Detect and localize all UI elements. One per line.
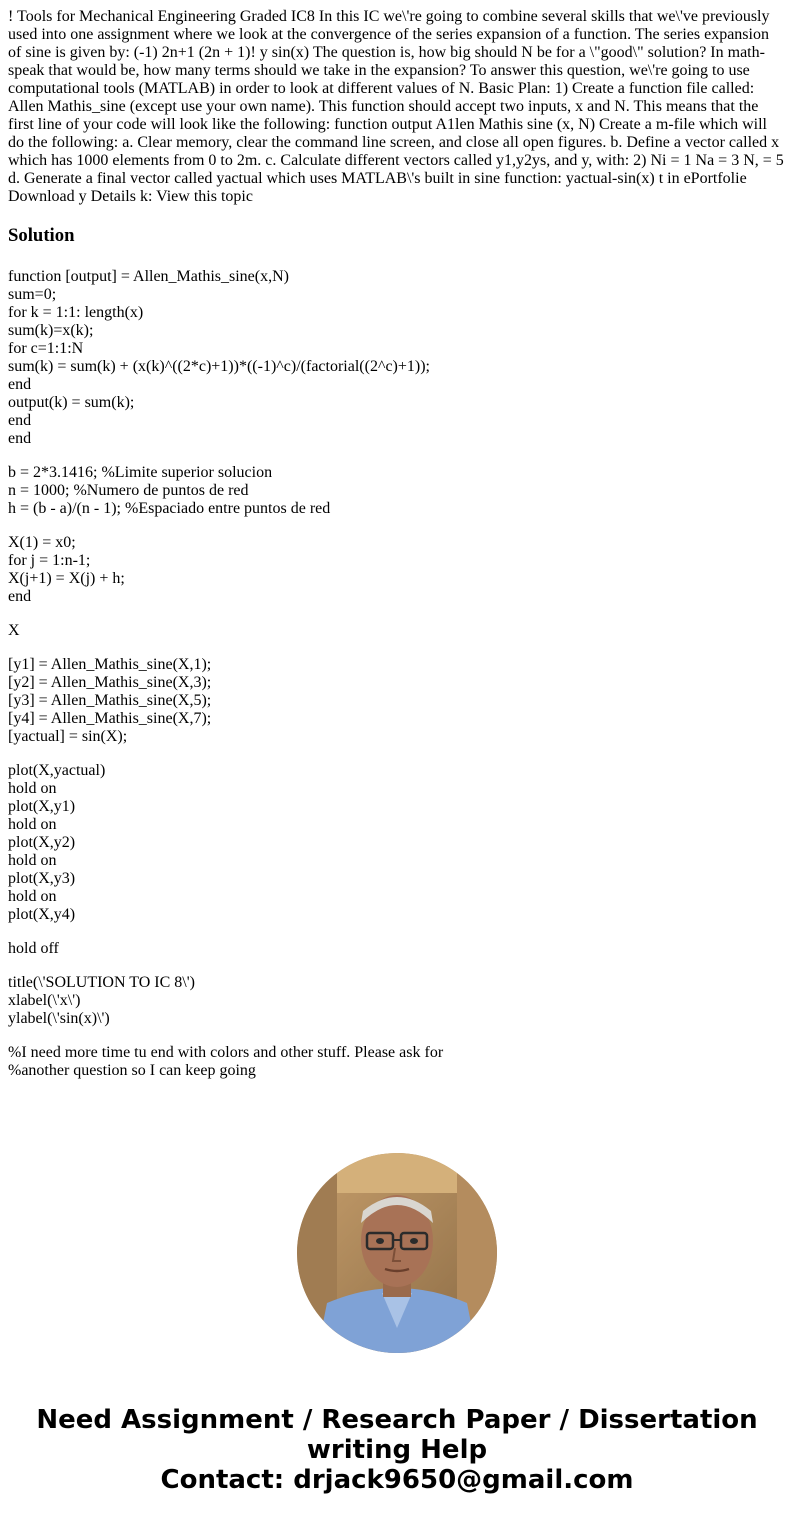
code-block-labels: title(\'SOLUTION TO IC 8\') xlabel(\'x\') ylabel(\'sin(x)\')	[8, 974, 195, 1027]
code-block-plots: plot(X,yactual) hold on plot(X,y1) hold on plot(X,y2) hold on plot(X,y3) hold on plot(X,y4)	[8, 762, 106, 923]
footer-line-1: Need Assignment / Research Paper / Dissertation	[36, 1405, 758, 1435]
footer-line-2: writing Help	[306, 1435, 488, 1465]
code-block-grid-loop: X(1) = x0; for j = 1:n-1; X(j+1) = X(j) + h; end	[8, 534, 125, 605]
code-block-comment: %I need more time tu end with colors and other stuff. Please ask for %another question so I can keep going	[8, 1044, 444, 1079]
code-block-parameters: b = 2*3.1416; %Limite superior solucion n = 1000; %Numero de puntos de red h = (b - a)/(n - 1); %Espaciado entre puntos de red	[8, 464, 331, 517]
code-block-function-calls: [y1] = Allen_Mathis_sine(X,1); [y2] = Allen_Mathis_sine(X,3); [y3] = Allen_Mathis_sine(X,5); [y4] = Allen_Mathis_sine(X,7); [yactual] = sin(X);	[8, 656, 212, 745]
author-avatar	[297, 1153, 497, 1353]
page-content	[8, 8, 786, 1096]
code-block-function: function [output] = Allen_Mathis_sine(x,N) sum=0; for k = 1:1: length(x) sum(k)=x(k); for c=1:1:N sum(k) = sum(k) + (x(k)^((2*c)+1))*((-1)^c)/(factorial((2^c)+1)); end output(k) = sum(k); end end	[8, 268, 430, 447]
footer-contact-line: Contact: drjack9650@gmail.com	[160, 1465, 634, 1495]
footer-contact-banner	[0, 1405, 794, 1495]
question-text: ! Tools for Mechanical Engineering Graded IC8 In this IC we\'re going to combine several skills that we\'ve previously used into one assignment where we look at the convergence of the series expansion of a function. The series expansion of sine is given by: (-1) 2n+1 (2n + 1)! y sin(x) The question is, how big should N be for a \"good\" solution? In math-speak that would be, how many terms should we take in the expansion? To answer this question, we\'re going to use computational tools (MATLAB) in order to look at different values of N. Basic Plan: 1) Create a function file called: Allen Mathis_sine (except use your own name). This function should accept two inputs, x and N. This means that the first line of your code will look like the following: function output A1len Mathis sine (x, N) Create a m-file which will do the following: a. Clear memory, clear the command line screen, and close all open figures. b. Define a vector called x which has 1000 elements from 0 to 2m. c. Calculate different vectors called y1,y2ys, and y, with: 2) Ni = 1 Na = 3 N, = 5 d. Generate a final vector called yactual which uses MATLAB\'s built in sine function: yactual-sin(x) t in ePortfolie Download y Details k: View this topic	[8, 8, 784, 205]
solution-heading: Solution	[8, 225, 75, 246]
code-block-display-x: X	[8, 622, 20, 639]
code-block-hold-off: hold off	[8, 940, 59, 957]
author-portrait-image	[297, 1153, 497, 1353]
